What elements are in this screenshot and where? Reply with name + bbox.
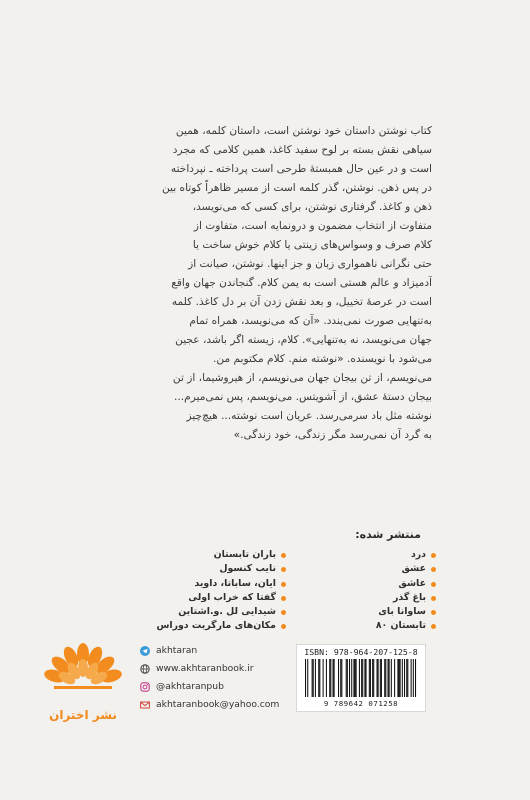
published-book-title: شیدایی لل .و.اشتاین [178, 606, 276, 618]
bullet-icon [431, 610, 436, 615]
barcode-icon [303, 659, 419, 699]
blurb-line: سیاهی نقش بسته بر لوح سفید کاغذ، همین کلامی که مجرد [172, 144, 432, 156]
bullet-icon [431, 567, 436, 572]
bullet-icon [431, 582, 436, 587]
published-book-item [146, 605, 286, 619]
published-book-item [146, 548, 286, 562]
published-title: منتشر شده: [355, 528, 421, 541]
email-row [140, 696, 310, 714]
bullet-icon [281, 610, 286, 615]
bullet-icon [431, 596, 436, 601]
instagram-handle[interactable]: @akhtaranpub [156, 681, 224, 692]
blurb-line: است در عرصهٔ تخییل، و بعد نقش زدن آن بر دل کاغذ. کلمه [171, 296, 432, 308]
published-book-title: گفتا که خراب اولی [188, 591, 276, 603]
published-list-left [146, 548, 286, 634]
contact-info [140, 642, 310, 714]
published-book-item [146, 577, 286, 591]
published-book-item [326, 548, 436, 562]
bullet-icon [431, 624, 436, 629]
telegram-row [140, 642, 310, 660]
published-book-title: عاشق [398, 577, 426, 589]
blurb-line: است و در عین حال همبستهٔ طرحی است پرداخته ـ نپرداخته [170, 163, 432, 175]
website-link[interactable]: www.akhtaranbook.ir [156, 663, 254, 674]
telegram-icon [140, 646, 150, 656]
blurb-line: بیجان دستهٔ عشق، از آشویتس. می‌نویسم، پس نمی‌میرم... [174, 391, 432, 403]
published-book-title: تابستان ۸۰ [375, 620, 426, 632]
email-address[interactable]: akhtaranbook@yahoo.com [156, 699, 280, 710]
blurb-line: متفاوت از انتخاب مضمون و درونمایه است، متفاوت از [193, 220, 432, 232]
blurb-line: آدمیزاد و عالم هستی است به یمن کلام. گنجاندن جهان واقع [171, 277, 432, 289]
bullet-icon [431, 553, 436, 558]
published-book-item [146, 591, 286, 605]
blurb-line: به‌تنهایی صورت نمی‌بندد. «آن که می‌نویسد، همراه تمام [189, 315, 432, 327]
published-book-item [326, 577, 436, 591]
published-book-title: باران تابستان [213, 549, 276, 560]
published-book-item [326, 605, 436, 619]
bullet-icon [281, 624, 286, 629]
blurb-line: کلام صرف و وسواس‌های زینتی یا کلام خوش ساخت یا [192, 239, 432, 251]
published-list-right [326, 548, 436, 634]
publisher-logo [40, 638, 126, 728]
website-row [140, 660, 310, 678]
instagram-icon [140, 682, 150, 692]
published-book-item [146, 562, 286, 576]
mail-icon [140, 700, 150, 710]
published-book-item [326, 591, 436, 605]
published-book-title: نایب کنسول [219, 563, 276, 575]
bullet-icon [281, 567, 286, 572]
globe-icon [140, 664, 150, 674]
published-book-item [146, 619, 286, 633]
published-book-title: ایان، ساباتا، داوید [194, 577, 276, 589]
bullet-icon [281, 596, 286, 601]
isbn-label: ISBN: 978-964-207-125-8 [304, 647, 418, 657]
blurb-line: می‌نویسم، از تن بیجان جهان می‌نویسم، از هیروشیما، از تن [172, 372, 432, 384]
published-book-title: مکان‌های مارگریت دوراس [156, 620, 276, 632]
published-book-item [326, 619, 436, 633]
sunflower-logo-icon [40, 638, 126, 708]
blurb-line: در پس ذهن. نوشتن، گذر کلمه است از مسیر ظاهراً کوتاه بین [161, 182, 432, 194]
barcode-number: 9 789642 071258 [323, 699, 399, 708]
published-book-title: عشق [401, 563, 426, 575]
published-book-title: ساوانا بای [378, 606, 426, 618]
blurb-line: کتاب نوشتن داستان خود نوشتن است، داستان کلمه، همین [175, 125, 432, 137]
telegram-handle[interactable]: akhtaran [156, 645, 198, 656]
bullet-icon [281, 582, 286, 587]
blurb-line: ذهن و کاغذ. گرفتاری نوشتن، برای کسی که می‌نویسد، [192, 201, 432, 213]
blurb-text [94, 122, 432, 445]
publisher-name: نشر اختران [49, 708, 117, 722]
bullet-icon [281, 553, 286, 558]
instagram-row [140, 678, 310, 696]
blurb-line: به گرد آن نمی‌رسد مگر زندگی، خود زندگی.» [233, 429, 432, 441]
blurb-line: حتی نگرانی ناهمواری زبان و جز اینها. نوشتن، صیانت از [188, 258, 432, 270]
isbn-barcode-box [296, 644, 426, 712]
blurb-line: نوشته مثل باد سرمی‌رسد. عریان است نوشته... هیچ‌چیز [186, 410, 432, 422]
blurb-line: جهان می‌نویسد، نه به‌تنهایی». کلام، زیسته اگر باشد، عجین [175, 334, 432, 346]
published-book-title: باغ گذر [393, 591, 426, 603]
published-book-item [326, 562, 436, 576]
published-book-title: درد [410, 549, 426, 560]
blurb-line: می‌شود با نویسنده. «نوشته منم. کلام مکتوبم من. [213, 353, 432, 365]
